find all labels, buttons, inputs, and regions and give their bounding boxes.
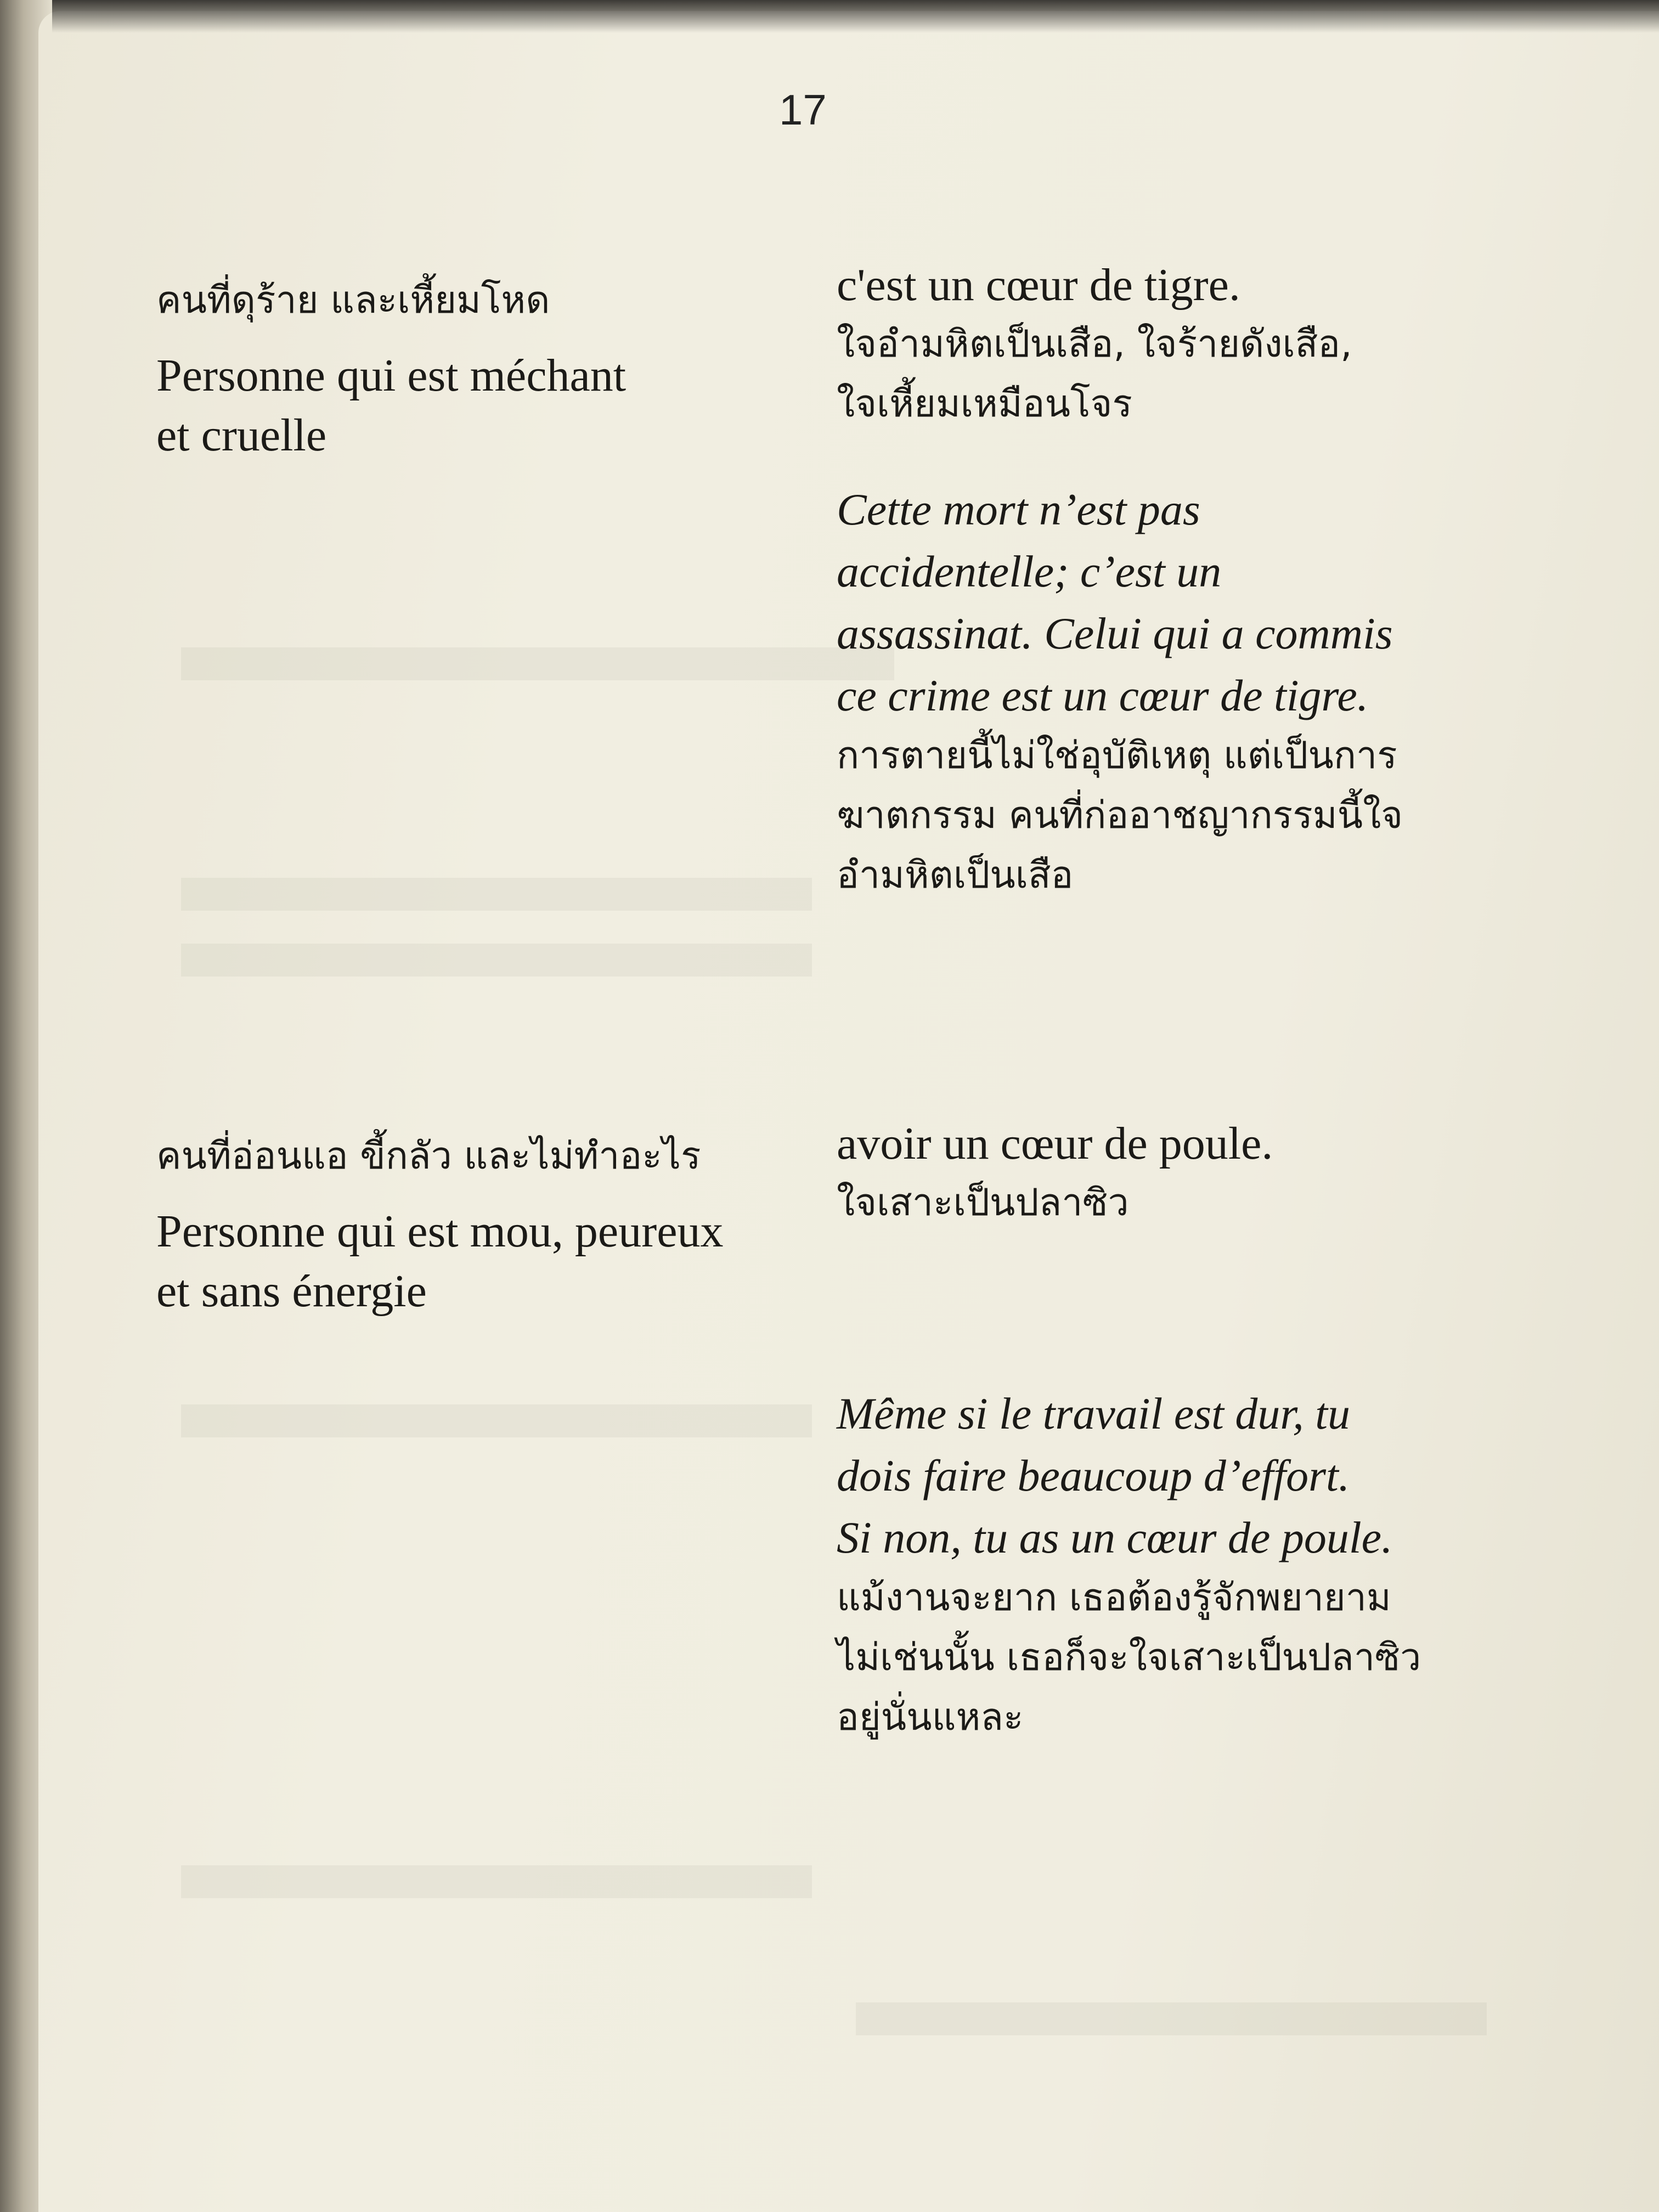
example-line: dois faire beaucoup d’effort. <box>837 1451 1350 1501</box>
french-definition <box>156 1201 815 1321</box>
thai-line: อำมหิตเป็นเสือ <box>837 854 1074 897</box>
show-through-shadow <box>181 1404 812 1437</box>
right-entry-2 <box>837 1114 1522 1233</box>
thai-line: แม้งานจะยาก เธอต้องรู้จักพยายาม <box>837 1576 1391 1620</box>
example-line: ce crime est un cœur de tigre. <box>837 670 1369 721</box>
example-sentence <box>837 478 1522 727</box>
example-line: accidentelle; c’est un <box>837 546 1222 596</box>
french-definition-line: Personne qui est mou, peureux <box>156 1206 724 1257</box>
french-definition <box>156 346 815 465</box>
example-line: Cette mort n’est pas <box>837 484 1200 534</box>
left-entry-2 <box>156 1133 815 1321</box>
idiom: avoir un cœur de poule. <box>837 1118 1273 1169</box>
thai-line: อยู่นั่นแหละ <box>837 1696 1024 1740</box>
thai-line: ไม่เช่นนั้น เธอก็จะใจเสาะเป็นปลาซิว <box>837 1636 1421 1680</box>
thai-idiom-translation <box>837 1173 1522 1233</box>
show-through-shadow <box>181 1865 812 1898</box>
french-definition-line: et cruelle <box>156 410 327 461</box>
page-number: 17 <box>779 86 827 134</box>
example-sentence <box>837 1383 1522 1568</box>
thai-idiom-translation <box>837 315 1522 435</box>
thai-line: ใจเสาะเป็นปลาซิว <box>837 1181 1129 1225</box>
right-entry-1 <box>837 255 1522 906</box>
thai-line: ใจเหี้ยมเหมือนโจร <box>837 382 1132 426</box>
example-line: assassinat. Celui qui a commis <box>837 608 1393 659</box>
thai-definition: คนที่ดุร้าย และเหี้ยมโหด <box>156 279 550 322</box>
right-entry-2-example <box>837 1383 1522 1748</box>
french-definition-line: Personne qui est méchant <box>156 350 627 401</box>
example-thai-translation <box>837 1568 1522 1747</box>
show-through-shadow <box>181 878 812 911</box>
show-through-shadow <box>181 647 894 680</box>
example-thai-translation <box>837 726 1522 905</box>
show-through-shadow <box>856 2002 1487 2035</box>
top-shadow <box>52 0 1659 33</box>
example-line: Si non, tu as un cœur de poule. <box>837 1513 1393 1563</box>
thai-line: ฆาตกรรม คนที่ก่ออาชญากรรมนี้ใจ <box>837 794 1403 838</box>
thai-line: การตายนี้ไม่ใช่อุบัติเหตุ แต่เป็นการ <box>837 734 1397 778</box>
french-definition-line: et sans énergie <box>156 1266 427 1317</box>
thai-line: ใจอำมหิตเป็นเสือ, ใจร้ายดังเสือ, <box>837 323 1352 366</box>
idiom: c'est un cœur de tigre. <box>837 259 1240 311</box>
show-through-shadow <box>181 944 812 977</box>
example-line: Même si le travail est dur, tu <box>837 1389 1351 1438</box>
left-entry-1 <box>156 277 815 465</box>
thai-definition: คนที่อ่อนแอ ขี้กลัว และไม่ทำอะไร <box>156 1135 701 1178</box>
